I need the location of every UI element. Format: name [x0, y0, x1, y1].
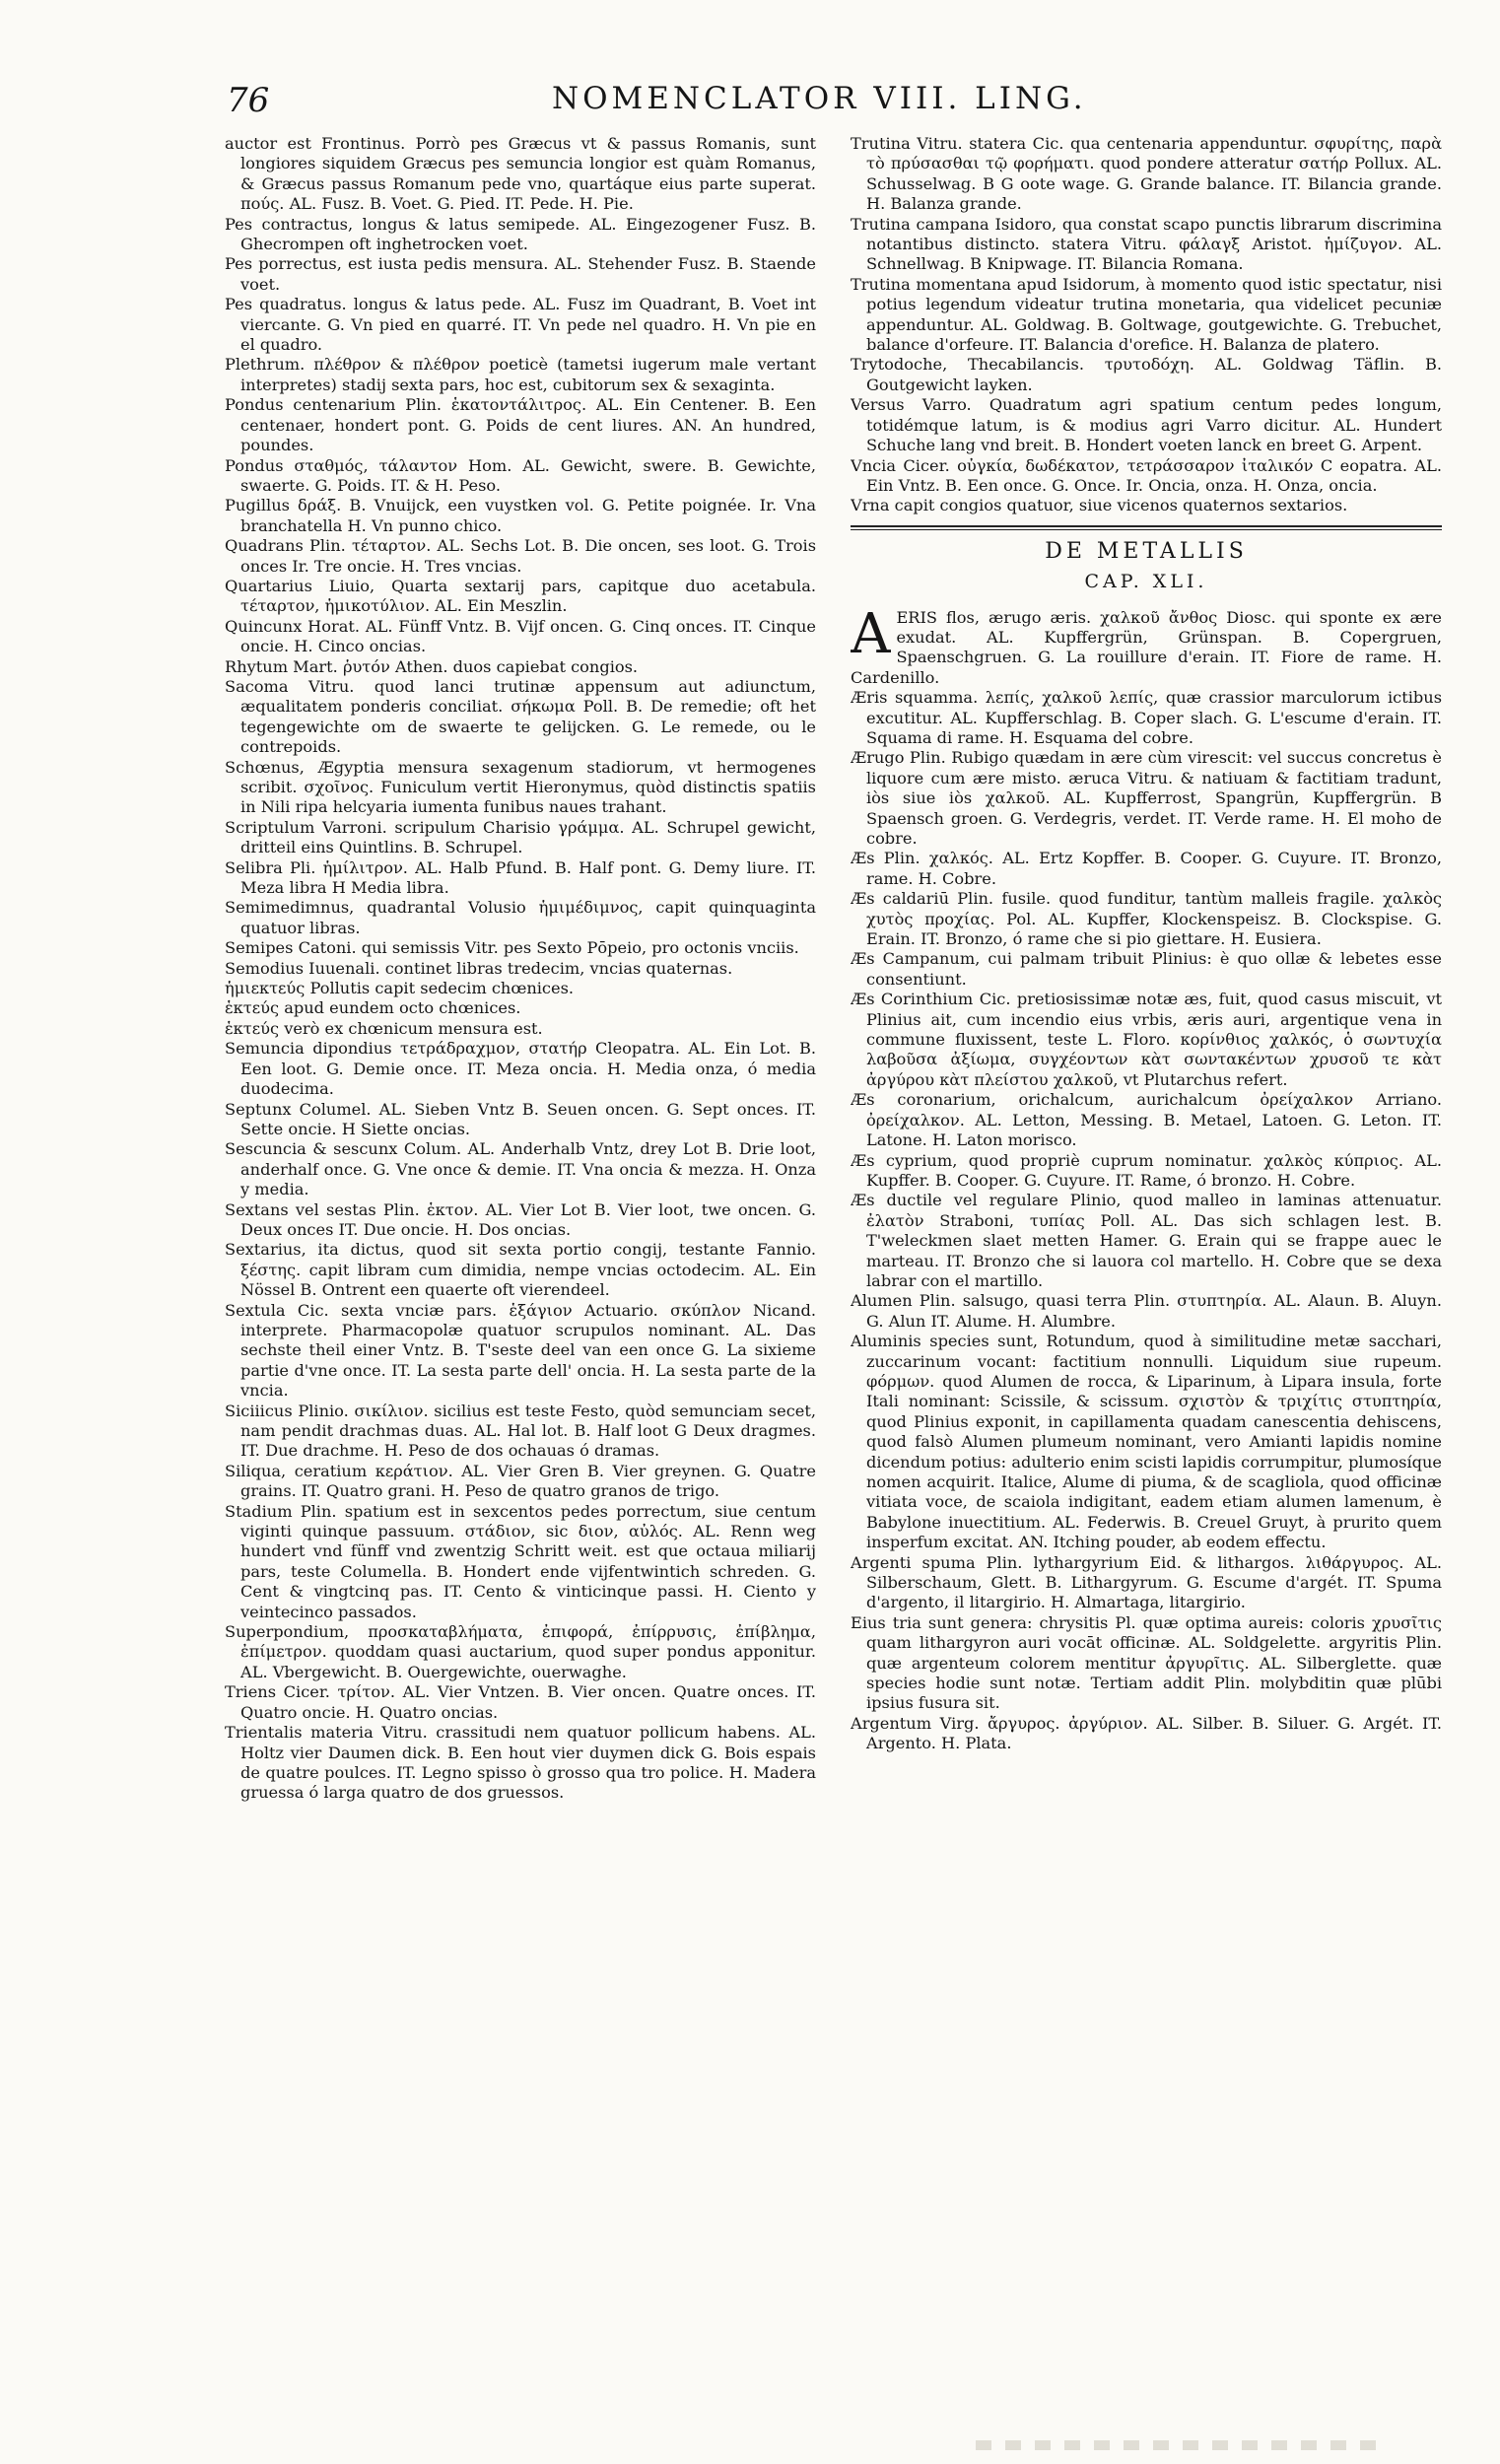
entry: Æs coronarium, orichalcum, aurichalcum ὀρείχαλκον Arriano. ὀρείχαλκον. AL. Letton, Messing. B. Metael, Latoen. G. Leton. IT. Latone. H. Laton morisco.: [851, 1090, 1442, 1150]
entry: Semodius Iuuenali. continet libras tredecim, vncias quaternas.: [225, 958, 733, 978]
entry: Sextula Cic. sexta vnciæ pars. ἑξάγιον Actuario. σκύπλον Nicand. interprete. Pharmacopolæ quatuor scrupulos nominant. AL. Das sechste theil einer Vntz. B. T'seste deel van een once G. La sixieme partie d'vne once. IT. La sesta parte dell' oncia. H. La sesta parte de la vncia.: [225, 1300, 816, 1401]
page-smudge: [976, 2440, 1390, 2450]
entry: ἑκτεύς apud eundem octo chœnices.: [225, 998, 521, 1018]
entry: Sescuncia & sescunx Colum. AL. Anderhalb Vntz, drey Lot B. Drie loot, anderhalf once. G. Vne once & demie. IT. Vna oncia & mezza. H. Onza y media.: [225, 1139, 816, 1199]
entry: Trutina Vitru. statera Cic. qua centenaria appenduntur. σφυρίτης, παρὰ τὸ πρύσασθαι τῷ φορήματι. quod pondere atteratur σατήρ Pollux. AL. Schusselwag. B G oote wage. G. Grande balance. IT. Bilancia grande. H. Balanza grande.: [851, 134, 1442, 214]
right-column-top: [851, 134, 1442, 516]
entry: Æs Campanum, cui palmam tribuit Plinius: è quo ollæ & lebetes esse consentiunt.: [851, 949, 1442, 989]
entry: auctor est Frontinus. Porrò pes Græcus vt & passus Romanis, sunt longiores siquidem Græcus pes semuncia longior est quàm Romanus, & Græcus passus Romanum pede vno, quartáque eius parte superat. πούς. AL. Fusz. B. Voet. G. Pied. IT. Pede. H. Pie.: [225, 134, 816, 214]
entry: Eius tria sunt genera: chrysitis Pl. quæ optima aureis: coloris χρυσῖτις quam lithargyron auri vocāt officinæ. AL. Soldgelette. argyritis Plin. quæ argenteum colorem mentitur ἀργυρῖτις. AL. Silberglette. quæ species hodie sunt notæ. Tertiam addit Plin. molybditin quæ plūbi ipsius fusura sit.: [851, 1612, 1442, 1713]
right-column-bottom: [851, 601, 1442, 1754]
entry: Semipes Catoni. qui semissis Vitr. pes Sexto Pōpeio, pro octonis vnciis.: [225, 938, 799, 958]
entry: Argenti spuma Plin. lythargyrium Eid. & lithargos. λιθάργυρος. AL. Silberschaum, Glett. B. Lithargyrum. G. Escume d'argét. IT. Spuma d'argento, il litargirio. H. Almartaga, litargirio.: [851, 1552, 1442, 1612]
entry: Æs caldariū Plin. fusile. quod funditur, tantùm malleis fragile. χαλκὸς χυτὸς προχίας. Pol. AL. Kupffer, Klockenspeisz. B. Clockspise. G. Erain. IT. Bronzo, ó rame che si pio giettare. H. Eusiera.: [851, 889, 1442, 949]
entry: Quartarius Liuio, Quarta sextarij pars, capitque duo acetabula. τέταρτον, ἡμικοτύλιον. AL. Ein Meszlin.: [225, 576, 816, 616]
entry: Siliqua, ceratium κεράτιον. AL. Vier Gren B. Vier greynen. G. Quatre grains. IT. Quatro grani. H. Peso de quatro granos de trigo.: [225, 1461, 816, 1501]
running-head: NOMENCLATOR VIII. LING.: [552, 81, 1087, 116]
section-rule: [851, 525, 1442, 527]
entry: Æris squamma. λεπίς, χαλκοῦ λεπίς, quæ crassior marculorum ictibus excutitur. AL. Kupfferschlag. B. Coper slach. G. L'escume d'erain. IT. Squama di rame. H. Esquama del cobre.: [851, 688, 1442, 747]
entry: Semuncia dipondius τετράδραχμον, στατήρ Cleopatra. AL. Ein Lot. B. Een loot. G. Demie once. IT. Meza oncia. H. Media onza, ó media duodecima.: [225, 1039, 816, 1099]
entry: Versus Varro. Quadratum agri spatium centum pedes longum, totidémque latum, is & modius agri Varro dicitur. AL. Hundert Schuche lang vnd breit. B. Hondert voeten lanck en breet G. Arpent.: [851, 395, 1442, 455]
entry: Quincunx Horat. AL. Fünff Vntz. B. Vijf oncen. G. Cinq onces. IT. Cinque oncie. H. Cinco oncias.: [225, 616, 816, 656]
entry: Pes quadratus. longus & latus pede. AL. Fusz im Quadrant, B. Voet int viercante. G. Vn pied en quarré. IT. Vn pede nel quadro. H. Vn pie en el quadro.: [225, 295, 816, 355]
entry: Ærugo Plin. Rubigo quædam in ære cùm virescit: vel succus concretus è liquore cum ære misto. æruca Vitru. & natiuam & factitiam tradunt, iòs siue iòs χαλκοῦ. AL. Kupfferrost, Spangrün, Kupffergrün. B Spaensch groen. G. Verdegris, verdet. IT. Verde rame. H. El moho de cobre.: [851, 748, 1442, 848]
entry: Æs cyprium, quod propriè cuprum nominatur. χαλκὸς κύπριος. AL. Kupffer. B. Cooper. G. Cuyure. IT. Rame, ó bronzo. H. Cobre.: [851, 1150, 1442, 1190]
section-rule-thin: [851, 529, 1442, 530]
section-title: DE METALLIS: [1045, 538, 1248, 564]
entry: Siciiicus Plinio. σικίλιον. sicilius est teste Festo, quòd semunciam secet, nam pendit drachmas duas. AL. Hal lot. B. Half loot G Deux dragmes. IT. Due drachme. H. Peso de dos ochauas ó dramas.: [225, 1401, 816, 1461]
entry: Æs ductile vel regulare Plinio, quod malleo in laminas attenuatur. ἐλατὸν Straboni, τυπίας Poll. AL. Das sich schlagen lest. B. T'weleckmen slaet metten Hamer. G. Erain qui se frappe auec le marteau. IT. Bronzo che si lauora col martello. H. Cobre que se dexa labrar con el martillo.: [851, 1191, 1442, 1290]
entry: Vncia Cicer. οὐγκία, δωδέκατον, τετράσσαρον ἰταλικόν C eopatra. AL. Ein Vntz. B. Een once. G. Once. Ir. Oncia, onza. H. Onza, oncia.: [851, 455, 1442, 495]
entry: ἑκτεύς verò ex chœnicum mensura est.: [225, 1018, 543, 1038]
entry: Pondus centenarium Plin. ἑκατοντάλιτρος. AL. Ein Centener. B. Een centenaer, hondert pont. G. Poids de cent liures. AN. An hundred, poundes.: [225, 395, 816, 455]
entry: Trutina campana Isidoro, qua constat scapo punctis librarum discrimina notantibus distincto. statera Vitru. φάλαγξ Aristot. ἡμίζυγον. AL. Schnellwag. B Knipwage. IT. Bilancia Romana.: [851, 214, 1442, 274]
entry: Sacoma Vitru. quod lanci trutinæ appensum aut adiunctum, æqualitatem ponderis conciliat. σήκωμα Poll. B. De remedie; oft het tegengewichte om de swaerte te gelijcken. G. Le remede, ou le contrepoids.: [225, 676, 816, 757]
entry: AERIS flos, ærugo æris. χαλκοῦ ἄνθος Diosc. qui sponte ex ære exudat. AL. Kupffergrün, Grünspan. B. Copergruen, Spaenschgruen. G. La rouillure d'erain. IT. Fiore de rame. H. Cardenillo.: [851, 601, 1442, 687]
entry: Schœnus, Ægyptia mensura sexagenum stadiorum, vt hermogenes scribit. σχοῖνος. Funiculum vertit Hieronymus, quòd distinctis spatiis in Nili ripa helcyaria iumenta funibus naues trahant.: [225, 757, 816, 817]
right-column: [851, 134, 1442, 2312]
entry: Quadrans Plin. τέταρτον. AL. Sechs Lot. B. Die oncen, ses loot. G. Trois onces Ir. Tre oncie. H. Tres vncias.: [225, 536, 816, 576]
entry: Pes porrectus, est iusta pedis mensura. AL. Stehender Fusz. B. Staende voet.: [225, 254, 816, 294]
entry: Septunx Columel. AL. Sieben Vntz B. Seuen oncen. G. Sept onces. IT. Sette oncie. H Siette oncias.: [225, 1099, 816, 1138]
entry: Sextarius, ita dictus, quod sit sexta portio congij, testante Fannio. ξέστης. capit libram cum dimidia, nempe vncias octodecim. AL. Ein Nössel B. Ontrent een quaerte oft vierendeel.: [225, 1240, 816, 1300]
entry: Trutina momentana apud Isidorum, à momento quod istic spectatur, nisi potius legendum videatur trutina monetaria, qua videlicet pecuniæ appenduntur. AL. Goldwag. B. Goltwage, goutgewichte. G. Trebuchet, balance d'orfeure. IT. Balancia d'orefice. H. Balanza de platero.: [851, 274, 1442, 355]
left-column: [225, 134, 816, 2312]
entry: Plethrum. πλέθρον & πλέθρον poeticè (tametsi iugerum male vertant interpretes) stadij sexta pars, hoc est, cubitorum sex & sexaginta.: [225, 355, 816, 394]
entry: Triens Cicer. τρίτον. AL. Vier Vntzen. B. Vier oncen. Quatre onces. IT. Quatro oncie. H. Quatro oncias.: [225, 1682, 816, 1722]
entry: Alumen Plin. salsugo, quasi terra Plin. στυπτηρία. AL. Alaun. B. Aluyn. G. Alun IT. Alume. H. Alumbre.: [851, 1291, 1442, 1331]
entry: Æs Corinthium Cic. pretiosissimæ notæ æs, fuit, quod casus miscuit, vt Plinius ait, cum incendio eius vrbis, æris auri, argentique vena in commune fluxissent, teste L. Floro. κορίνθιος χαλκός, ὁ σωντυχία λαβοῦσα ἀξίωμα, συγχέοντων κὰτ σωντακέντων χρυσοῦ τε κὰτ ἀργύρου κὰτ πλείστου χαλκοῦ, vt Plutarchus refert.: [851, 990, 1442, 1089]
drop-cap-initial: A: [851, 601, 891, 666]
entry: Selibra Pli. ἡμίλιτρον. AL. Halb Pfund. B. Half pont. G. Demy liure. IT. Meza libra H Media libra.: [225, 857, 816, 898]
entry: Aluminis species sunt, Rotundum, quod à similitudine metæ sacchari, zuccarinum vocant: factitium nonnulli. Liquidum siue rupeum. φόρμων. quod Alumen de rocca, & Liparinum, à Lipara insula, forte Itali nominant: Scissile, & scissum. σχιστὸν & τριχίτις στυπτηρία, quod Plinius exponit, in capillamenta quadam canescentia dehiscens, quod falsò Alumen plumeum nominant, vero Amianti lapidis nomine dicendum potius: adulterio enim scisti lapidis corrumpitur, plumosíque nomen acquirit. Italice, Alume di piuma, & de scagliola, quod officinæ vitiata voce, de scaiola indigitant, eadem etiam alumen lamenum, è Babylone inuectitium. AL. Federwis. B. Creuel Gruyt, à prurito quem insperfum excitat. AN. Itching pouder, ab eodem effectu.: [851, 1332, 1442, 1552]
entry: Argentum Virg. ἄργυρος. ἀργύριον. AL. Silber. B. Siluer. G. Argét. IT. Argento. H. Plata.: [851, 1713, 1442, 1753]
chapter-heading: CAP. XLI.: [1084, 571, 1208, 593]
entry: ἡμιεκτεύς Pollutis capit sedecim chœnices.: [225, 979, 575, 998]
entry: Scriptulum Varroni. scripulum Charisio γράμμα. AL. Schrupel gewicht, dritteil eins Quintlins. B. Schrupel.: [225, 817, 816, 857]
entry: Rhytum Mart. ῥυτόν Athen. duos capiebat congios.: [225, 656, 639, 676]
entry: Pondus σταθμός, τάλαντον Hom. AL. Gewicht, swere. B. Gewichte, swaerte. G. Poids. IT. & H. Peso.: [225, 455, 816, 495]
entry: Semimedimnus, quadrantal Volusio ἡμιμέδιμνος, capit quinquaginta quatuor libras.: [225, 898, 816, 937]
entry: Superpondium, προσκαταβλήματα, ἐπιφορά, ἐπίρρυσις, ἐπίβλημα, ἐπίμετρον. quoddam quasi auctarium, quod super pondus apponitur. AL. Vbergewicht. B. Ouergewichte, ouerwaghe.: [225, 1622, 816, 1681]
entry: Pugillus δράξ. B. Vnuijck, een vuystken vol. G. Petite poignée. Ir. Vna branchatella H. Vn punno chico.: [225, 496, 816, 535]
entry: Pes contractus, longus & latus semipede. AL. Eingezogener Fusz. B. Ghecrompen oft inghetrocken voet.: [225, 214, 816, 254]
entry: Trientalis materia Vitru. crassitudi nem quatuor pollicum habens. AL. Holtz vier Daumen dick. B. Een hout vier duymen dick G. Bois espais de quatre poulces. IT. Legno spisso ò grosso qua tro police. H. Madera gruessa ó larga quatro de dos gruessos.: [225, 1723, 816, 1803]
entry: Æs Plin. χαλκός. AL. Ertz Kopffer. B. Cooper. G. Cuyure. IT. Bronzo, rame. H. Cobre.: [851, 849, 1442, 888]
entry: Stadium Plin. spatium est in sexcentos pedes porrectum, siue centum viginti quinque passuum. στάδιον, sic διον, αὐλός. AL. Renn weg hundert vnd fünff vnd zwentzig Schritt weit. est que octaua miliarij pars, teste Columella. B. Hondert ende vijfentwintich schreden. G. Cent & vingtcinq pas. IT. Cento & vinticinque passi. H. Ciento y veintecinco passados.: [225, 1501, 816, 1621]
page-number: 76: [227, 81, 270, 120]
entry: Sextans vel sestas Plin. ἑκτον. AL. Vier Lot B. Vier loot, twe oncen. G. Deux onces IT. Due oncie. H. Dos oncias.: [225, 1199, 816, 1239]
entry: Trytodoche, Thecabilancis. τρυτοδόχη. AL. Goldwag Täflin. B. Goutgewicht layken.: [851, 355, 1442, 394]
entry: Vrna capit congios quatuor, siue vicenos quaternos sextarios.: [851, 496, 1348, 515]
